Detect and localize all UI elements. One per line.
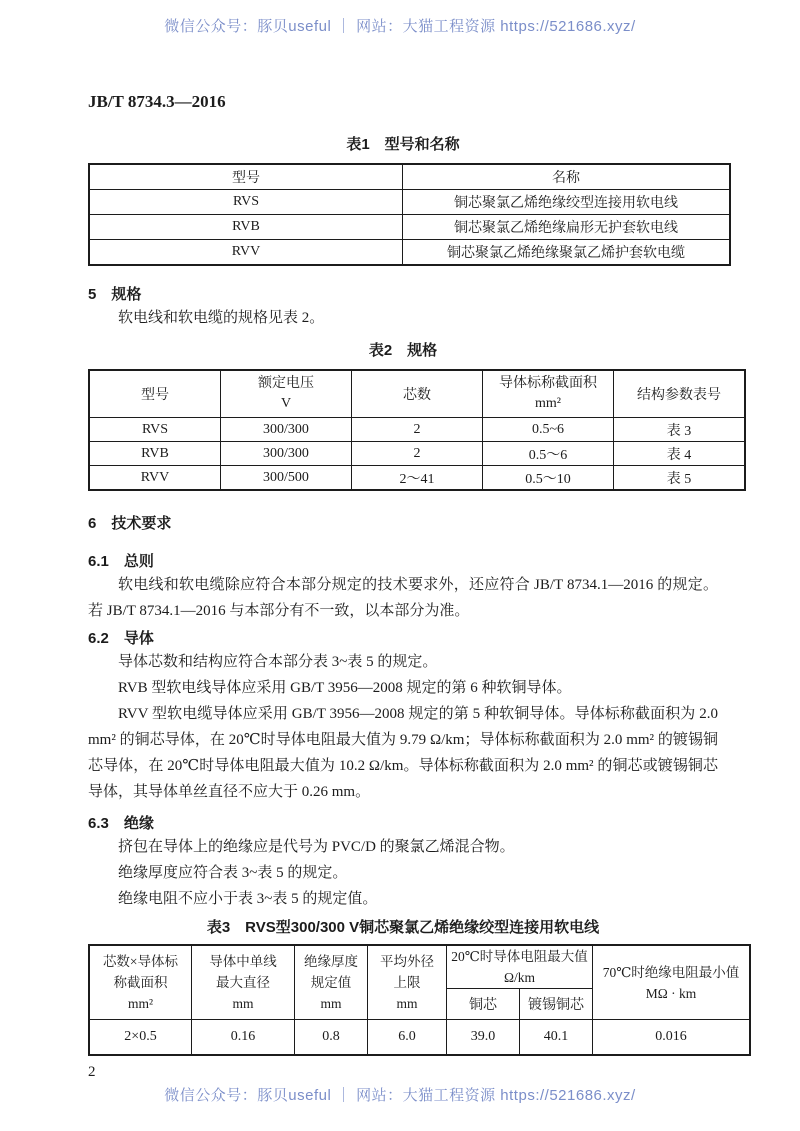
table-row — [89, 1020, 750, 1056]
table3-header-tinned-copper: 镀锡铜芯 — [520, 989, 593, 1020]
table1-cell-model: RVB — [89, 215, 403, 240]
table3-header-line: 70℃时绝缘电阻最小值 — [602, 964, 740, 980]
table-row — [89, 442, 745, 466]
table1-cell-model: RVV — [89, 240, 403, 266]
table2-header-area-line1: 导体标称截面积 — [499, 376, 597, 391]
watermark-top: 微信公众号：豚贝useful ｜ 网站：大猫工程资源 https://521686.xyz/ — [164, 18, 636, 35]
section6-2-paragraph1: 导体芯数和结构应符合本部分表 3~表 5 的规定。 — [118, 654, 438, 670]
table3-cell-outer-diameter: 6.0 — [368, 1020, 447, 1056]
table3-header-line: 绝缘厚度 — [304, 954, 358, 969]
table-row — [89, 190, 730, 215]
table1-cell-name: 铜芯聚氯乙烯绝缘扁形无护套软电线 — [403, 215, 731, 240]
table3-header-line: Ω/km — [503, 970, 536, 985]
table2-cell-area: 0.5～6 — [483, 442, 614, 466]
table2-header-ref: 结构参数表号 — [614, 370, 746, 418]
table3-cell-insulation-thickness: 0.8 — [295, 1020, 368, 1056]
section6-1-heading: 6.1 总则 — [88, 553, 154, 570]
section5-paragraph: 软电线和软电缆的规格见表 2。 — [118, 310, 325, 326]
table1-header-name: 名称 — [403, 164, 731, 190]
table-row — [89, 215, 730, 240]
table2-cell-cores: 2 — [352, 418, 483, 442]
table3-header-line: 芯数×导体标 — [102, 954, 179, 969]
table1-cell-name: 铜芯聚氯乙烯绝缘绞型连接用软电线 — [403, 190, 731, 215]
watermark-bottom: 微信公众号：豚贝useful ｜ 网站：大猫工程资源 https://521686.xyz/ — [164, 1087, 636, 1104]
table2-cell-cores: 2 — [352, 442, 483, 466]
table3-header-insulation-thickness — [295, 945, 368, 1020]
table2-cell-area: 0.5～10 — [483, 466, 614, 491]
table3-header-cores-area — [89, 945, 192, 1020]
doc-number: JB/T 8734.3—2016 — [88, 92, 226, 111]
table3-cell-wire-diameter: 0.16 — [192, 1020, 295, 1056]
table2-header-cores: 芯数 — [352, 370, 483, 418]
table3-header-line: 规定值 — [310, 975, 352, 990]
table2-header-row — [89, 370, 745, 418]
table2-cell-model: RVV — [89, 466, 221, 491]
section6-3-paragraph3: 绝缘电阻不应小于表 3~表 5 的规定值。 — [118, 891, 378, 907]
table3-header-line: mm² — [127, 996, 154, 1011]
table1-header-row — [89, 164, 730, 190]
table3-header-row-top — [89, 945, 750, 989]
table1 — [88, 163, 731, 266]
table3-header-line: 最大直径 — [216, 975, 270, 990]
table-row — [89, 240, 730, 266]
table-row — [89, 466, 745, 491]
table-row — [89, 418, 745, 442]
table1-header-model: 型号 — [89, 164, 403, 190]
section6-1-paragraph: 软电线和软电缆除应符合本部分规定的技术要求外，还应符合 JB/T 8734.1—2016 的规定。若 JB/T 8734.1—2016 与本部分有不一致，以本部分为准。 — [88, 577, 718, 619]
table3-cell-tinned-resistance: 40.1 — [520, 1020, 593, 1056]
table2-cell-model: RVB — [89, 442, 221, 466]
table2-cell-ref: 表 3 — [614, 418, 746, 442]
section6-heading: 6 技术要求 — [88, 515, 172, 532]
section6-3-paragraph1: 挤包在导体上的绝缘应是代号为 PVC/D 的聚氯乙烯混合物。 — [118, 839, 515, 855]
table3-cell-cores-area: 2×0.5 — [89, 1020, 192, 1056]
table3-header-line: mm — [396, 996, 418, 1011]
page-number: 2 — [88, 1064, 96, 1080]
table2-header-voltage-line2: V — [280, 396, 292, 411]
table2-cell-area: 0.5~6 — [483, 418, 614, 442]
table2-cell-model: RVS — [89, 418, 221, 442]
table2-cell-voltage: 300/500 — [221, 466, 352, 491]
table1-title: 表1 型号和名称 — [346, 136, 460, 153]
page-content — [88, 91, 740, 1083]
table2-cell-cores: 2～41 — [352, 466, 483, 491]
section5-heading: 5 规格 — [88, 286, 142, 303]
table3-title: 表3 RVS型300/300 V铜芯聚氯乙烯绝缘绞型连接用软电线 — [206, 919, 600, 936]
table3-header-line: 导体中单线 — [209, 954, 277, 969]
table2-header-area-line2: mm² — [535, 396, 561, 411]
section6-3-paragraph2: 绝缘厚度应符合表 3~表 5 的规定。 — [118, 865, 348, 881]
table2-cell-ref: 表 4 — [614, 442, 746, 466]
table2-cell-voltage: 300/300 — [221, 418, 352, 442]
table2 — [88, 369, 746, 491]
table3-header-line: 20℃时导体电阻最大值 — [451, 949, 588, 964]
table3-cell-copper-resistance: 39.0 — [447, 1020, 520, 1056]
table1-cell-model: RVS — [89, 190, 403, 215]
table3-header-line: 平均外径 — [380, 954, 434, 969]
table3-header-line: MΩ · km — [645, 985, 697, 1001]
table3-header-outer-diameter — [368, 945, 447, 1020]
table2-title: 表2 规格 — [368, 342, 438, 359]
table2-header-voltage — [221, 370, 352, 418]
table3-header-line: mm — [320, 996, 342, 1011]
section6-2-paragraph2: RVB 型软电线导体应采用 GB/T 3956—2008 规定的第 6 种软铜导体。 — [118, 680, 572, 696]
table2-cell-voltage: 300/300 — [221, 442, 352, 466]
table3-header-wire-diameter — [192, 945, 295, 1020]
table2-header-area — [483, 370, 614, 418]
table3 — [88, 944, 751, 1056]
section6-2-heading: 6.2 导体 — [88, 630, 154, 647]
table3-header-line: mm — [232, 996, 254, 1011]
table3-header-line: 上限 — [393, 975, 421, 990]
table3-header-line: 称截面积 — [113, 975, 168, 990]
table2-cell-ref: 表 5 — [614, 466, 746, 491]
table2-header-model: 型号 — [89, 370, 221, 418]
table3-header-resistance-group — [447, 945, 593, 989]
table3-header-insulation-resistance — [593, 945, 751, 1020]
section6-3-heading: 6.3 绝缘 — [88, 815, 154, 832]
table2-header-voltage-line1: 额定电压 — [258, 376, 314, 391]
table3-cell-insulation-resistance: 0.016 — [593, 1020, 751, 1056]
section6-2-paragraph3: RVV 型软电缆导体应采用 GB/T 3956—2008 规定的第 5 种软铜导体。导体标称截面积为 2.0 mm² 的铜芯导体，在 20℃时导体电阻最大值为 9.79 Ω/km；导体标称截面积为 2.0 mm² 的镀锡铜芯导体，在 20℃时导体电阻最大值为 10.2 Ω/km。导体标称截面积为 2.0 mm² 的铜芯或镀锡铜芯导体，其导体单丝直径不应大于 0.26 mm。 — [88, 706, 718, 800]
table1-cell-name: 铜芯聚氯乙烯绝缘聚氯乙烯护套软电缆 — [403, 240, 731, 266]
table3-header-copper: 铜芯 — [447, 989, 520, 1020]
